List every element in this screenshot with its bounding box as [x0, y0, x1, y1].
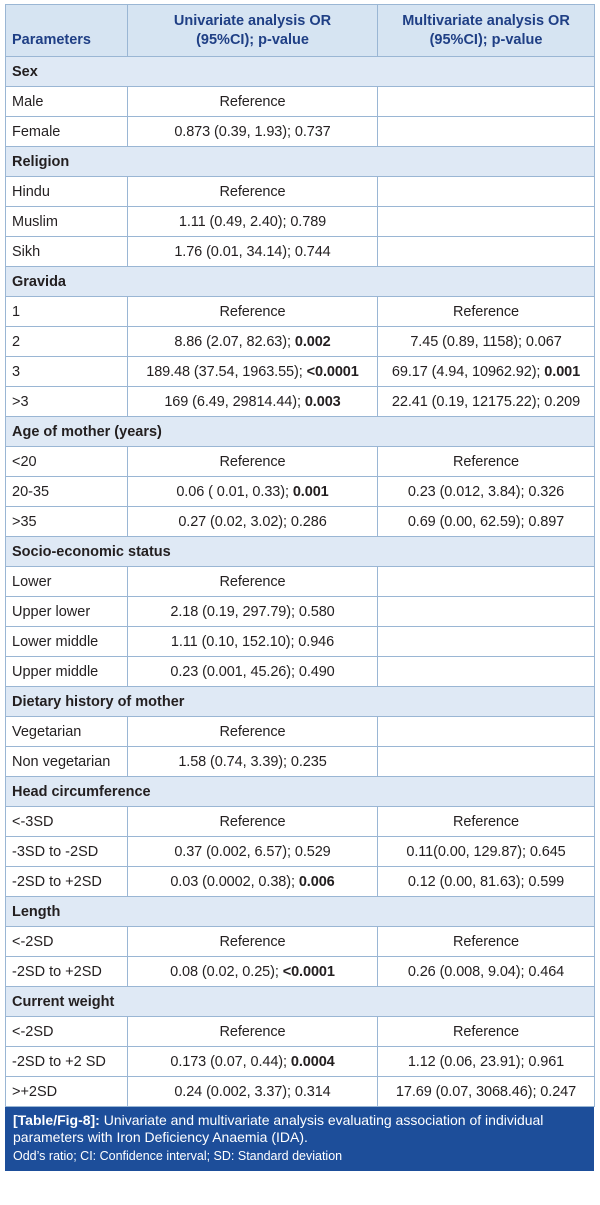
table-row — [6, 597, 595, 627]
multivariate-cell — [378, 1047, 595, 1077]
value-text: Reference — [219, 573, 286, 590]
multivariate-cell — [378, 927, 595, 957]
table-caption — [5, 1107, 594, 1171]
row-label: <20 — [6, 447, 128, 477]
row-label: 1 — [6, 297, 128, 327]
value-text: 0.08 (0.02, 0.25); — [170, 963, 283, 980]
univariate-cell — [128, 297, 378, 327]
row-label: Vegetarian — [6, 717, 128, 747]
row-label: >+2SD — [6, 1077, 128, 1107]
table-row — [6, 357, 595, 387]
category-row — [6, 267, 595, 297]
table-row — [6, 177, 595, 207]
univariate-cell — [128, 477, 378, 507]
univariate-cell — [128, 957, 378, 987]
row-label: -2SD to +2SD — [6, 867, 128, 897]
univariate-cell — [128, 567, 378, 597]
univariate-cell — [128, 327, 378, 357]
table-row — [6, 237, 595, 267]
value-text: Reference — [219, 1023, 286, 1040]
multivariate-cell — [378, 597, 595, 627]
multivariate-cell — [378, 447, 595, 477]
caption-text: Univariate and multivariate analysis evaluating association of individual parameters with Iron Deficiency Anaemia (IDA). — [13, 1112, 544, 1145]
value-text: 0.27 (0.02, 3.02); 0.286 — [178, 513, 327, 530]
value-text: Reference — [453, 303, 519, 320]
table-header-row — [6, 5, 595, 57]
value-text: 0.26 (0.008, 9.04); 0.464 — [407, 963, 565, 980]
multivariate-cell — [378, 117, 595, 147]
row-label: -3SD to -2SD — [6, 837, 128, 867]
value-text: 1.11 (0.49, 2.40); 0.789 — [178, 213, 327, 230]
value-text: 2.18 (0.19, 297.79); 0.580 — [170, 603, 335, 620]
multivariate-cell — [378, 357, 595, 387]
table-row — [6, 567, 595, 597]
row-label: 2 — [6, 327, 128, 357]
row-label: -2SD to +2 SD — [6, 1047, 128, 1077]
table-row — [6, 327, 595, 357]
category-row — [6, 57, 595, 87]
row-label: Upper middle — [6, 657, 128, 687]
significant-p-value: 0.002 — [294, 333, 331, 350]
multivariate-cell — [378, 657, 595, 687]
value-text: Reference — [219, 933, 286, 950]
significant-p-value: 0.003 — [304, 393, 341, 410]
row-label: >3 — [6, 387, 128, 417]
value-text: Reference — [219, 303, 286, 320]
category-row — [6, 987, 595, 1017]
multivariate-cell — [378, 837, 595, 867]
table-row — [6, 447, 595, 477]
table-row — [6, 387, 595, 417]
table-row — [6, 87, 595, 117]
category-title: Current weight — [6, 987, 595, 1017]
univariate-cell — [128, 807, 378, 837]
table-row — [6, 807, 595, 837]
row-label: Non vegetarian — [6, 747, 128, 777]
value-text: 0.173 (0.07, 0.44); — [170, 1053, 291, 1070]
value-text: 0.03 (0.0002, 0.38); — [170, 873, 299, 890]
univariate-cell — [128, 837, 378, 867]
table-body — [6, 57, 595, 1107]
value-text: 0.23 (0.001, 45.26); 0.490 — [170, 663, 335, 680]
multivariate-cell — [378, 387, 595, 417]
category-row — [6, 147, 595, 177]
value-text: 1.11 (0.10, 152.10); 0.946 — [170, 633, 335, 650]
category-title: Gravida — [6, 267, 595, 297]
value-text: 0.69 (0.00, 62.59); 0.897 — [407, 513, 565, 530]
multivariate-cell — [378, 1017, 595, 1047]
results-table — [5, 4, 595, 1107]
value-text: 22.41 (0.19, 12175.22); 0.209 — [391, 393, 581, 410]
value-text: 189.48 (37.54, 1963.55); — [146, 363, 307, 380]
category-title: Sex — [6, 57, 595, 87]
univariate-cell — [128, 177, 378, 207]
multivariate-cell — [378, 297, 595, 327]
table-row — [6, 297, 595, 327]
category-title: Age of mother (years) — [6, 417, 595, 447]
multivariate-cell — [378, 327, 595, 357]
row-label: <-3SD — [6, 807, 128, 837]
table-row — [6, 957, 595, 987]
univariate-cell — [128, 447, 378, 477]
univariate-cell — [128, 207, 378, 237]
value-text: Reference — [453, 813, 519, 830]
table-row — [6, 867, 595, 897]
univariate-cell — [128, 357, 378, 387]
category-title: Socio-economic status — [6, 537, 595, 567]
value-text: 0.37 (0.002, 6.57); 0.529 — [174, 843, 331, 860]
univariate-cell — [128, 1077, 378, 1107]
value-text: 69.17 (4.94, 10962.92); — [391, 363, 545, 380]
value-text: 17.69 (0.07, 3068.46); 0.247 — [395, 1083, 577, 1100]
row-label: 20-35 — [6, 477, 128, 507]
multivariate-cell — [378, 87, 595, 117]
category-title: Dietary history of mother — [6, 687, 595, 717]
category-row — [6, 537, 595, 567]
multivariate-cell — [378, 867, 595, 897]
table-row — [6, 207, 595, 237]
value-text: 0.12 (0.00, 81.63); 0.599 — [407, 873, 565, 890]
row-label: <-2SD — [6, 927, 128, 957]
multivariate-cell — [378, 957, 595, 987]
multivariate-cell — [378, 807, 595, 837]
significant-p-value: 0.001 — [292, 483, 329, 500]
caption-ref: [Table/Fig-8]: — [13, 1112, 100, 1128]
significant-p-value: 0.001 — [544, 363, 581, 380]
value-text: 8.86 (2.07, 82.63); — [174, 333, 295, 350]
multivariate-cell — [378, 747, 595, 777]
univariate-cell — [128, 1047, 378, 1077]
table-row — [6, 1077, 595, 1107]
row-label: Male — [6, 87, 128, 117]
value-text: 0.24 (0.002, 3.37); 0.314 — [174, 1083, 331, 1100]
univariate-cell — [128, 597, 378, 627]
multivariate-cell — [378, 237, 595, 267]
category-row — [6, 687, 595, 717]
table-row — [6, 657, 595, 687]
table-row — [6, 507, 595, 537]
row-label: Upper lower — [6, 597, 128, 627]
table-row — [6, 837, 595, 867]
multivariate-cell — [378, 567, 595, 597]
value-text: 0.06 ( 0.01, 0.33); — [176, 483, 293, 500]
category-title: Head circumference — [6, 777, 595, 807]
value-text: 1.76 (0.01, 34.14); 0.744 — [174, 243, 331, 260]
univariate-cell — [128, 927, 378, 957]
table-row — [6, 1047, 595, 1077]
univariate-cell — [128, 657, 378, 687]
row-label: Female — [6, 117, 128, 147]
row-label: Sikh — [6, 237, 128, 267]
header-parameters: Parameters — [6, 5, 128, 57]
multivariate-cell — [378, 627, 595, 657]
value-text: Reference — [219, 183, 286, 200]
category-title: Length — [6, 897, 595, 927]
category-title: Religion — [6, 147, 595, 177]
value-text: 169 (6.49, 29814.44); — [164, 393, 305, 410]
univariate-cell — [128, 117, 378, 147]
row-label: Lower middle — [6, 627, 128, 657]
table-row — [6, 627, 595, 657]
value-text: 1.12 (0.06, 23.91); 0.961 — [407, 1053, 565, 1070]
row-label: Hindu — [6, 177, 128, 207]
table-row — [6, 747, 595, 777]
significant-p-value: 0.0004 — [290, 1053, 335, 1070]
category-row — [6, 777, 595, 807]
row-label: <-2SD — [6, 1017, 128, 1047]
category-row — [6, 897, 595, 927]
univariate-cell — [128, 507, 378, 537]
value-text: 7.45 (0.89, 1158); 0.067 — [410, 333, 562, 350]
univariate-cell — [128, 867, 378, 897]
multivariate-cell — [378, 507, 595, 537]
header-univariate: Univariate analysis OR (95%CI); p-value — [128, 5, 378, 57]
value-text: 0.873 (0.39, 1.93); 0.737 — [174, 123, 331, 140]
table-row — [6, 717, 595, 747]
row-label: >35 — [6, 507, 128, 537]
table-row — [6, 927, 595, 957]
row-label: Lower — [6, 567, 128, 597]
univariate-cell — [128, 717, 378, 747]
multivariate-cell — [378, 207, 595, 237]
row-label: Muslim — [6, 207, 128, 237]
table-row — [6, 1017, 595, 1047]
table-figure — [5, 4, 594, 1171]
univariate-cell — [128, 387, 378, 417]
significant-p-value: <0.0001 — [282, 963, 335, 980]
header-multivariate: Multivariate analysis OR (95%CI); p-value — [378, 5, 595, 57]
value-text: Reference — [453, 453, 519, 470]
value-text: Reference — [453, 1023, 519, 1040]
multivariate-cell — [378, 717, 595, 747]
table-row — [6, 117, 595, 147]
value-text: Reference — [219, 723, 286, 740]
significant-p-value: <0.0001 — [306, 363, 359, 380]
value-text: 0.11(0.00, 129.87); 0.645 — [406, 843, 566, 860]
value-text: 0.23 (0.012, 3.84); 0.326 — [407, 483, 565, 500]
multivariate-cell — [378, 1077, 595, 1107]
significant-p-value: 0.006 — [298, 873, 335, 890]
value-text: Reference — [219, 93, 286, 110]
univariate-cell — [128, 747, 378, 777]
caption-note: Odd’s ratio; CI: Confidence interval; SD: Standard deviation — [13, 1149, 343, 1163]
multivariate-cell — [378, 477, 595, 507]
value-text: Reference — [219, 813, 286, 830]
value-text: 1.58 (0.74, 3.39); 0.235 — [178, 753, 327, 770]
row-label: 3 — [6, 357, 128, 387]
multivariate-cell — [378, 177, 595, 207]
value-text: Reference — [453, 933, 519, 950]
row-label: -2SD to +2SD — [6, 957, 128, 987]
category-row — [6, 417, 595, 447]
univariate-cell — [128, 87, 378, 117]
univariate-cell — [128, 237, 378, 267]
univariate-cell — [128, 627, 378, 657]
univariate-cell — [128, 1017, 378, 1047]
value-text: Reference — [219, 453, 286, 470]
table-row — [6, 477, 595, 507]
